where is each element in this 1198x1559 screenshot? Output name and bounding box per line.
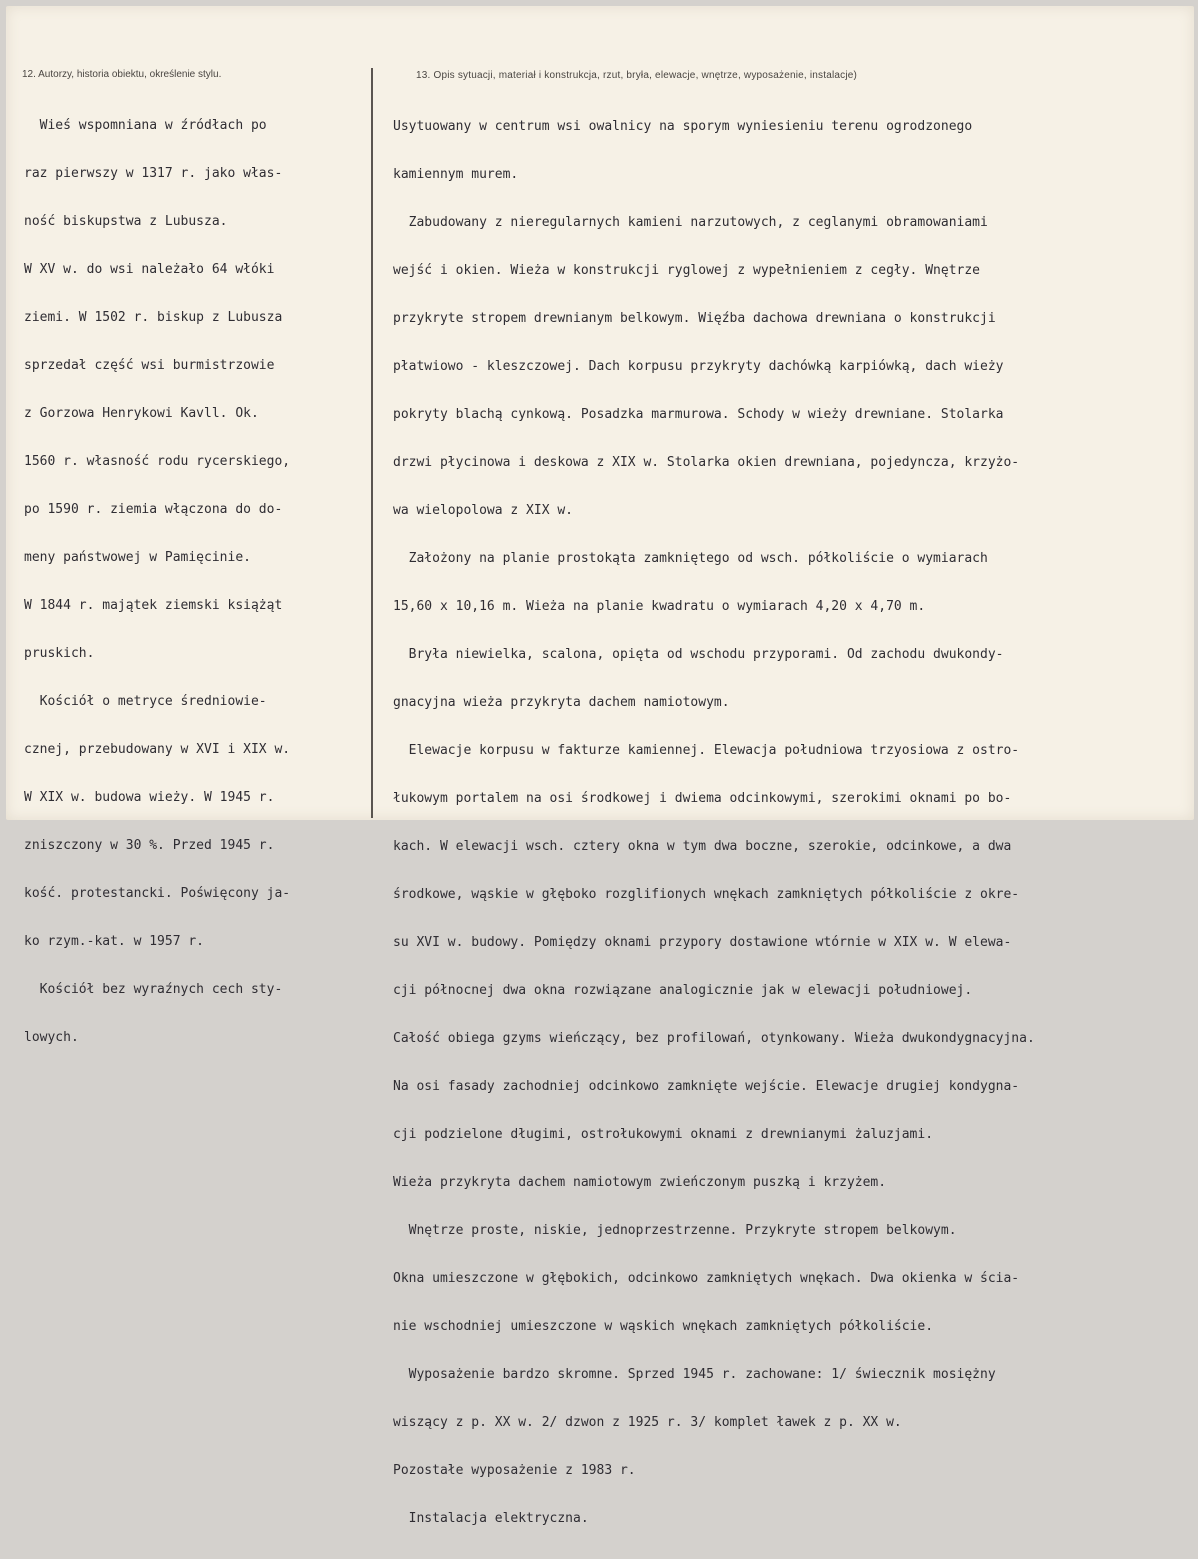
text-line: wa wielopolowa z XIX w. [393, 503, 574, 518]
text-line: su XVI w. budowy. Pomiędzy oknami przypory dostawione wtórnie w XIX w. W elewa- [393, 935, 1012, 950]
text-line: Wyposażenie bardzo skromne. Sprzed 1945 r. zachowane: 1/ świecznik mosiężny [393, 1367, 996, 1382]
text-line: kach. W elewacji wsch. cztery okna w tym dwa boczne, szerokie, odcinkowe, a dwa [393, 839, 1012, 854]
text-line: Bryła niewielka, scalona, opięta od wschodu przyporami. Od zachodu dwukondy- [393, 647, 1004, 662]
text-line: Kościół o metryce średniowie- [24, 694, 267, 709]
text-line: Całość obiega gzyms wieńczący, bez profilowań, otynkowany. Wieża dwukondygnacyjna. [393, 1031, 1035, 1046]
text-line: Wnętrze proste, niskie, jednoprzestrzenne. Przykryte stropem belkowym. [393, 1223, 957, 1238]
text-line: drzwi płycinowa i deskowa z XIX w. Stolarka okien drewniana, pojedyncza, krzyżo- [393, 455, 1020, 470]
text-line: Założony na planie prostokąta zamkniętego od wsch. półkoliście o wymiarach [393, 551, 988, 566]
text-line: przykryte stropem drewnianym belkowym. Więźba dachowa drewniana o konstrukcji [393, 311, 996, 326]
text-line: Wieża przykryta dachem namiotowym zwieńczonym puszką i krzyżem. [393, 1175, 887, 1190]
text-line: ziemi. W 1502 r. biskup z Lubusza [24, 310, 283, 325]
text-line: pokryty blachą cynkową. Posadzka marmurowa. Schody w wieży drewniane. Stolarka [393, 407, 1004, 422]
text-line: płatwiowo - kleszczowej. Dach korpusu przykryty dachówką karpiówką, dach wieży [393, 359, 1004, 374]
text-line: Elewacje korpusu w fakturze kamiennej. Elewacja południowa trzyosiowa z ostro- [393, 743, 1020, 758]
text-line: cji północnej dwa okna rozwiązane analogicznie jak w elewacji południowej. [393, 983, 973, 998]
text-line: zniszczony w 30 %. Przed 1945 r. [24, 838, 275, 853]
text-line: Na osi fasady zachodniej odcinkowo zamknięte wejście. Elewacje drugiej kondygna- [393, 1079, 1020, 1094]
text-line: po 1590 r. ziemia włączona do do- [24, 502, 283, 517]
text-line: Okna umieszczone w głębokich, odcinkowo zamkniętych wnękach. Dwa okienka w ścia- [393, 1271, 1020, 1286]
text-line: wiszący z p. XX w. 2/ dzwon z 1925 r. 3/ komplet ławek z p. XX w. [393, 1415, 902, 1430]
text-line: Instalacja elektryczna. [393, 1511, 589, 1526]
text-line: sprzedał część wsi burmistrzowie [24, 358, 275, 373]
text-line: wejść i okien. Wieża w konstrukcji ryglowej z wypełnieniem z cegły. Wnętrze [393, 263, 980, 278]
text-line: meny państwowej w Pamięcinie. [24, 550, 251, 565]
text-line: W XV w. do wsi należało 64 włóki [24, 262, 275, 277]
text-line: lowych. [24, 1030, 79, 1045]
text-line: Usytuowany w centrum wsi owalnicy na sporym wyniesieniu terenu ogrodzonego [393, 119, 973, 134]
text-line: Pozostałe wyposażenie z 1983 r. [393, 1463, 636, 1478]
text-line: ko rzym.-kat. w 1957 r. [24, 934, 205, 949]
history-text [24, 86, 290, 1078]
text-line: kamiennym murem. [393, 167, 519, 182]
field-13-heading: 13. Opis sytuacji, materiał i konstrukcja, rzut, bryła, elewacje, wnętrze, wyposażenie, instalacje) [416, 70, 858, 81]
text-line: 1560 r. własność rodu rycerskiego, [24, 454, 291, 469]
text-line: gnacyjna wieża przykryta dachem namiotowym. [393, 695, 730, 710]
text-line: raz pierwszy w 1317 r. jako włas- [24, 166, 283, 181]
text-line: łukowym portalem na osi środkowej i dwiema odcinkowymi, szerokimi oknami po bo- [393, 791, 1012, 806]
text-line: Zabudowany z nieregularnych kamieni narzutowych, z ceglanymi obramowaniami [393, 215, 988, 230]
text-line: z Gorzowa Henrykowi Kavll. Ok. [24, 406, 259, 421]
description-text [393, 87, 1035, 1559]
text-line: środkowe, wąskie w głęboko rozglifionych wnękach zamkniętych półkoliście z okre- [393, 887, 1020, 902]
text-line: ność biskupstwa z Lubusza. [24, 214, 228, 229]
text-line: nie wschodniej umieszczone w wąskich wnękach zamkniętych półkoliście. [393, 1319, 934, 1334]
text-line: kość. protestancki. Poświęcony ja- [24, 886, 291, 901]
field-12-heading: 12. Autorzy, historia obiektu, określenie stylu. [22, 69, 222, 80]
document-card [6, 6, 1194, 1526]
text-line: W 1844 r. majątek ziemski książąt [24, 598, 283, 613]
text-line: cji podzielone długimi, ostrołukowymi oknami z drewnianymi żaluzjami. [393, 1127, 934, 1142]
column-divider [371, 68, 373, 818]
text-line: Wieś wspomniana w źródłach po [24, 118, 267, 133]
text-line: pruskich. [24, 646, 95, 661]
text-line: cznej, przebudowany w XVI i XIX w. [24, 742, 291, 757]
text-line: W XIX w. budowa wieży. W 1945 r. [24, 790, 275, 805]
text-line: 15,60 x 10,16 m. Wieża na planie kwadratu o wymiarach 4,20 x 4,70 m. [393, 599, 926, 614]
text-line: Kościół bez wyraźnych cech sty- [24, 982, 283, 997]
